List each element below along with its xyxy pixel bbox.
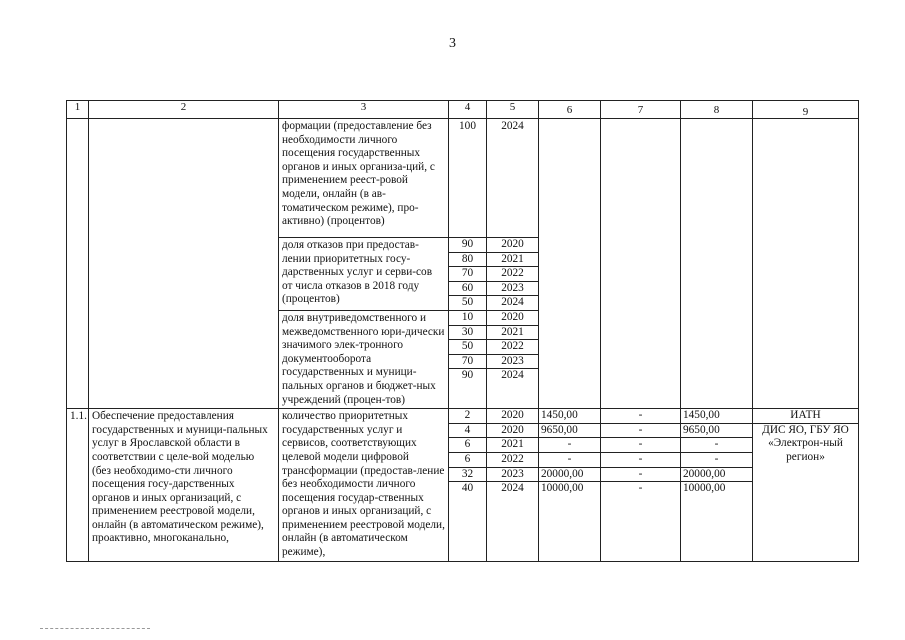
value-cell: 4 <box>449 424 486 439</box>
value-cell: 60 <box>449 282 486 297</box>
cell-empty <box>601 119 681 409</box>
header-cell-3: 3 <box>279 101 449 119</box>
year-cell: 2023 <box>487 355 538 370</box>
amount-cell: 20000,00 <box>681 468 752 483</box>
year-cell: 2021 <box>487 326 538 341</box>
cell-empty <box>539 119 601 409</box>
table-row <box>67 409 859 562</box>
value-cell: 70 <box>449 267 486 282</box>
funding-regional <box>681 409 753 562</box>
amount-cell: - <box>681 438 752 453</box>
item-number: 1.1. <box>67 409 89 562</box>
header-cell-8: 8 <box>681 101 753 119</box>
amount-cell: 10000,00 <box>683 482 726 495</box>
header-cell-1: 1 <box>67 101 89 119</box>
year-cell: 2022 <box>487 267 538 282</box>
year-cell: 2023 <box>487 468 538 483</box>
program-table <box>66 100 859 562</box>
amount-cell: - <box>539 453 600 468</box>
value-cell: 40 <box>461 482 474 495</box>
year-cell: 2020 <box>487 409 538 424</box>
cell-empty <box>681 119 753 409</box>
indicator-years <box>487 238 539 311</box>
value-cell: 80 <box>449 253 486 268</box>
executor-rest: ДИС ЯО, ГБУ ЯО «Электрон-ный регион» <box>762 423 849 463</box>
header-cell-5: 5 <box>487 101 539 119</box>
header-cell-6: 6 <box>539 101 601 119</box>
value-cell: 32 <box>449 468 486 483</box>
amount-cell: 9650,00 <box>681 424 752 439</box>
year-cell: 2022 <box>487 453 538 468</box>
amount-cell: - <box>601 453 680 468</box>
value-cell: 70 <box>449 355 486 370</box>
year-cell: 2021 <box>487 438 538 453</box>
value-cell: 10 <box>449 311 486 326</box>
executor-top: ИАТН <box>753 409 858 424</box>
indicator-text: формации (предоставление без необходимости личного посещения государственных органов и иных организа-ций, с применением реест-ровой модели, онлайн (в ав-томатическом режиме), про-активно) (процентов) <box>279 119 449 238</box>
indicator-text: доля отказов при предостав-лении приоритетных госу-дарственных услуг и серви-сов от числа отказов в 2018 году (процентов) <box>279 238 449 311</box>
year-cell: 2024 <box>501 296 524 309</box>
page-number: 3 <box>449 36 456 51</box>
year-cell: 2020 <box>487 238 538 253</box>
year-cell: 2020 <box>487 424 538 439</box>
cell-empty <box>67 119 89 409</box>
value-cell: 6 <box>449 453 486 468</box>
indicator-years <box>487 409 539 562</box>
cell-empty <box>753 119 859 409</box>
amount-cell: - <box>539 438 600 453</box>
activity-text: Обеспечение предоставления государственных и муници-пальных услуг в Ярославской области в соответствии с целе-вой моделью (без необходимо-сти личного посещения госу-дарственных органов и иных организаций, с применением реестровой модели, онлайн (в автоматическом режиме), проактивно, многоканально, <box>89 409 279 562</box>
year-cell: 2024 <box>501 369 524 382</box>
indicator-years <box>487 310 539 408</box>
funding-total <box>539 409 601 562</box>
indicator-text: доля внутриведомственного и межведомственного юри-дически значимого элек-тронного документооборота государственных и муници-пальных органов и бюджет-ных учреждений (процен-тов) <box>279 310 449 408</box>
amount-cell: - <box>601 438 680 453</box>
header-cell-7: 7 <box>601 101 681 119</box>
indicator-year: 2024 <box>487 119 539 238</box>
indicator-text: количество приоритетных государственных услуг и сервисов, соответствующих целевой модели цифровой трансформации (предостав-ление без необходимости личного посещения государ-ственных органов и иных организаций, с применением реестровой модели, онлайн (в автоматическом режиме), <box>279 409 449 562</box>
executor-cell <box>753 409 859 562</box>
amount-cell: 1450,00 <box>539 409 600 424</box>
indicator-values <box>449 238 487 311</box>
funding-federal <box>601 409 681 562</box>
amount-cell: 20000,00 <box>539 468 600 483</box>
header-cell-4: 4 <box>449 101 487 119</box>
value-cell: 50 <box>461 296 474 309</box>
cell-empty <box>89 119 279 409</box>
year-cell: 2020 <box>487 311 538 326</box>
amount-cell: - <box>601 468 680 483</box>
header-cell-2: 2 <box>89 101 279 119</box>
indicator-values <box>449 310 487 408</box>
value-cell: 2 <box>449 409 486 424</box>
table-row <box>67 119 859 238</box>
year-cell: 2023 <box>487 282 538 297</box>
footer-divider <box>40 628 150 629</box>
header-row <box>67 101 859 119</box>
amount-cell: 10000,00 <box>541 482 584 495</box>
indicator-value: 100 <box>449 119 487 238</box>
amount-cell: - <box>681 453 752 468</box>
amount-cell: - <box>638 482 643 495</box>
header-cell-9: 9 <box>753 101 859 119</box>
amount-cell: 1450,00 <box>681 409 752 424</box>
amount-cell: - <box>601 424 680 439</box>
value-cell: 90 <box>461 369 474 382</box>
value-cell: 50 <box>449 340 486 355</box>
year-cell: 2022 <box>487 340 538 355</box>
value-cell: 30 <box>449 326 486 341</box>
year-cell: 2021 <box>487 253 538 268</box>
value-cell: 90 <box>449 238 486 253</box>
amount-cell: 9650,00 <box>539 424 600 439</box>
value-cell: 6 <box>449 438 486 453</box>
indicator-values <box>449 409 487 562</box>
amount-cell: - <box>601 409 680 424</box>
year-cell: 2024 <box>501 482 524 495</box>
